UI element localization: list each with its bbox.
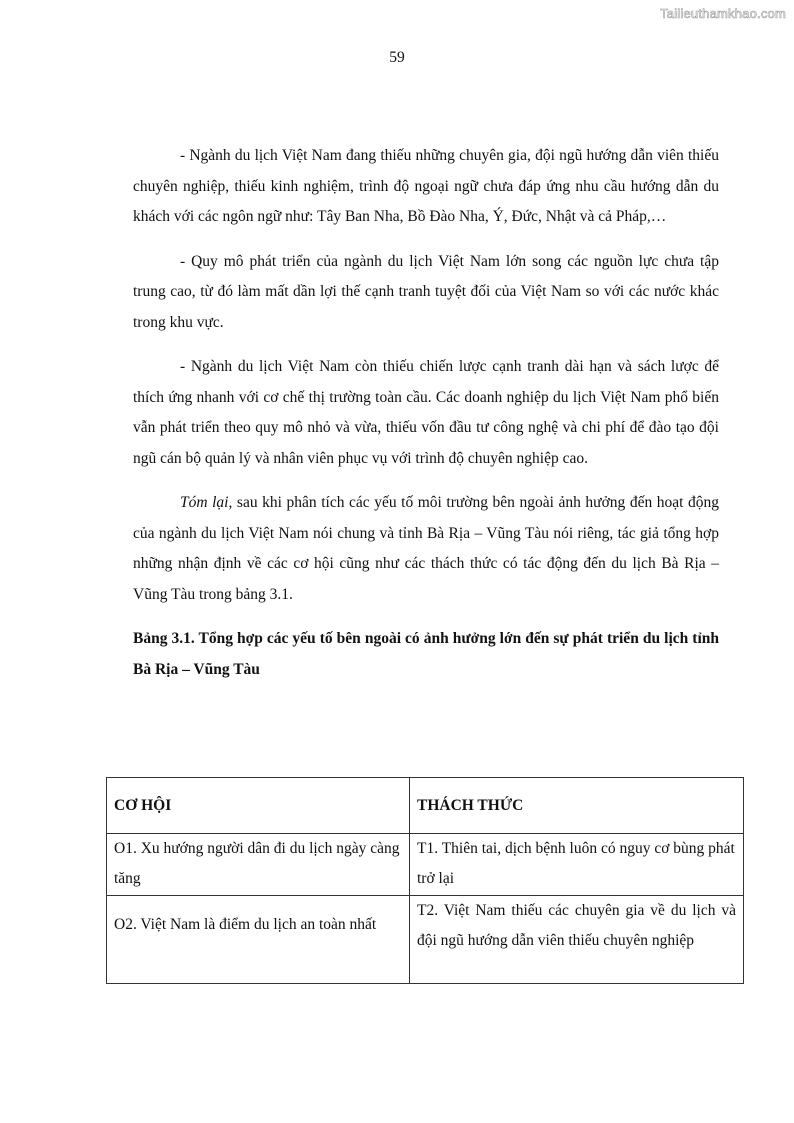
- table-header-row: [107, 778, 744, 834]
- watermark: Tailieuthamkhao.com: [660, 6, 786, 21]
- table-row: [107, 896, 744, 984]
- paragraph-competition-strategy: - Ngành du lịch Việt Nam còn thiếu chiến lược cạnh tranh dài hạn và sách lược để thích ứng nhanh với cơ chế thị trường toàn cầu. Các doanh nghiệp du lịch Việt Nam phổ biến vẫn phát triển theo quy mô nhỏ và vừa, thiếu vốn đầu tư công nghệ và chi phí để đào tạo đội ngũ cán bộ quản lý và nhân viên phục vụ với trình độ chuyên nghiệp cao.: [133, 358, 719, 467]
- header-threats: THÁCH THỨC: [410, 778, 744, 834]
- paragraph-summary: [133, 488, 719, 610]
- table-cell-threat: T1. Thiên tai, dịch bệnh luôn có nguy cơ bùng phát trở lại: [410, 834, 744, 896]
- table-caption: Bảng 3.1. Tổng hợp các yếu tố bên ngoài có ảnh hưởng lớn đến sự phát triển du lịch tỉnh Bà Rịa – Vũng Tàu: [133, 630, 719, 678]
- document-body: [133, 141, 719, 685]
- summary-lead: Tóm lại: [180, 494, 229, 511]
- page-number: 59: [389, 49, 405, 66]
- table-cell-opportunity: O1. Xu hướng người dân đi du lịch ngày càng tăng: [107, 834, 410, 896]
- header-opportunities: CƠ HỘI: [107, 778, 410, 834]
- opportunities-threats-table: [106, 777, 744, 984]
- paragraph-experts-shortage: - Ngành du lịch Việt Nam đang thiếu những chuyên gia, đội ngũ hướng dẫn viên thiếu chuyên nghiệp, thiếu kinh nghiệm, trình độ ngoại ngữ chưa đáp ứng nhu cầu hướng dẫn du khách với các ngôn ngữ như: Tây Ban Nha, Bồ Đào Nha, Ý, Đức, Nhật và cả Pháp,…: [133, 147, 719, 225]
- table-row: [107, 834, 744, 896]
- paragraph-development-scale: - Quy mô phát triển của ngành du lịch Việt Nam lớn song các nguồn lực chưa tập trung cao, từ đó làm mất dần lợi thế cạnh tranh tuyệt đối của Việt Nam so với các nước khác trong khu vực.: [133, 252, 719, 331]
- table-cell-opportunity: O2. Việt Nam là điểm du lịch an toàn nhất: [107, 896, 410, 984]
- summary-text: , sau khi phân tích các yếu tố môi trường bên ngoài ảnh hưởng đến hoạt động của ngành du lịch Việt Nam nói chung và tỉnh Bà Rịa – Vũng Tàu nói riêng, tác giả tổng hợp những nhận định về các cơ hội cũng như các thách thức có tác động đến du lịch Bà Rịa – Vũng Tàu trong bảng 3.1.: [133, 494, 720, 603]
- table-cell-threat: T2. Việt Nam thiếu các chuyên gia về du lịch và đội ngũ hướng dẫn viên thiếu chuyên nghiệp: [410, 896, 744, 984]
